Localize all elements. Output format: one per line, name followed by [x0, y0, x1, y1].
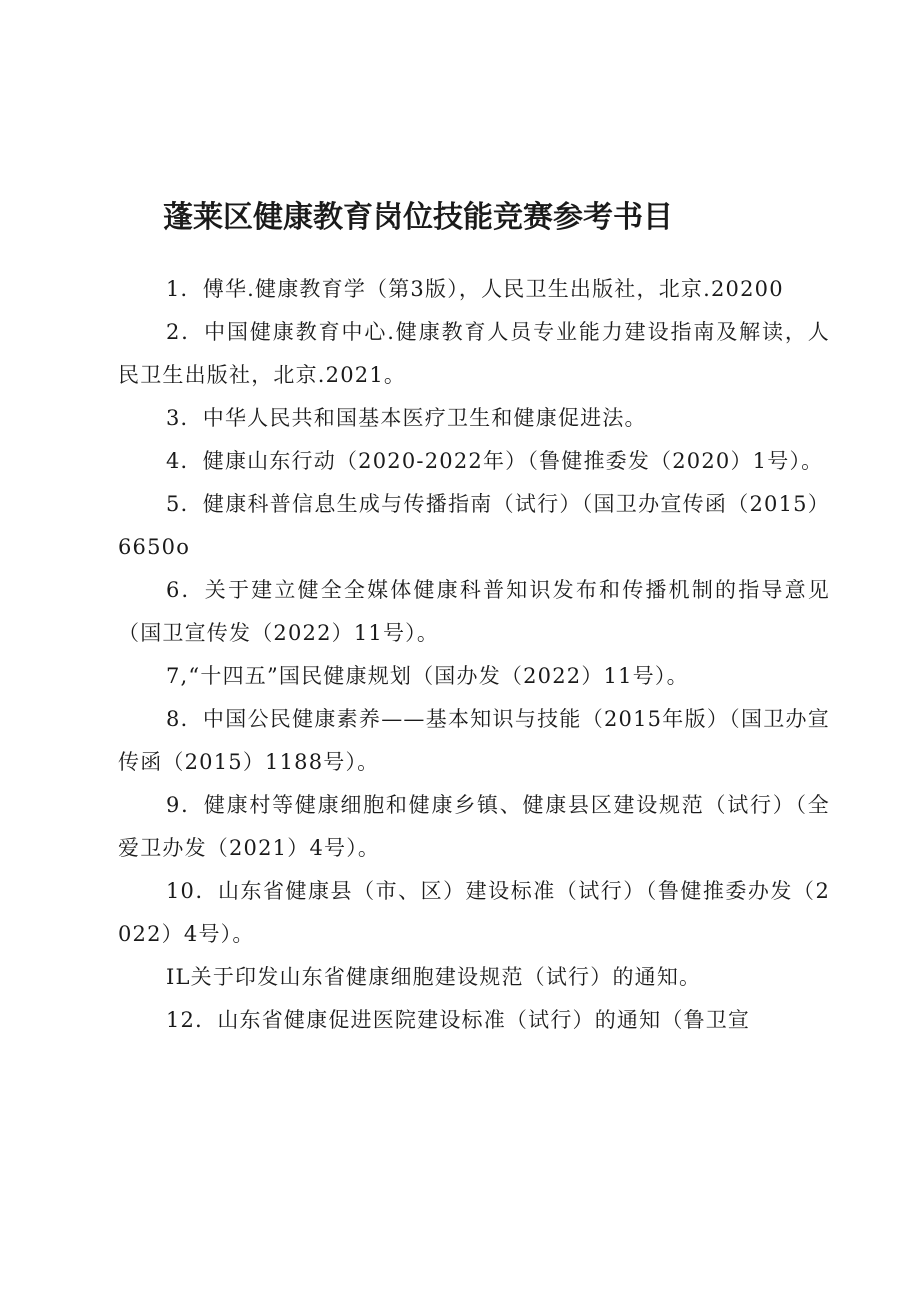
reference-item-11: IL关于印发山东省健康细胞建设规范（试行）的通知。 [166, 965, 702, 989]
reference-list [118, 268, 830, 1042]
reference-item-2: 2．中国健康教育中心.健康教育人员专业能力建设指南及解读，人民卫生出版社，北京.2021。 [118, 320, 830, 387]
reference-item-6: 6．关于建立健全全媒体健康科普知识发布和传播机制的指导意见（国卫宣传发（2022）11号）。 [118, 578, 830, 645]
reference-item-3: 3．中华人民共和国基本医疗卫生和健康促进法。 [166, 406, 647, 430]
reference-item-5: 5．健康科普信息生成与传播指南（试行）（国卫办宣传函（2015）6650o [118, 492, 830, 559]
reference-item-10: 10．山东省健康县（市、区）建设标准（试行）（鲁健推委办发（2022）4号）。 [118, 879, 830, 946]
reference-item-9: 9．健康村等健康细胞和健康乡镇、健康县区建设规范（试行）（全爱卫办发（2021）4号）。 [118, 793, 830, 860]
reference-item-8: 8．中国公民健康素养——基本知识与技能（2015年版）（国卫办宣传函（2015）1188号）。 [118, 707, 830, 774]
reference-item-1: 1．傅华.健康教育学（第3版），人民卫生出版社，北京.20200 [166, 277, 784, 301]
reference-item-12: 12．山东省健康促进医院建设标准（试行）的通知（鲁卫宣 [166, 1008, 751, 1032]
document-title: 蓬莱区健康教育岗位技能竞赛参考书目 [163, 200, 673, 235]
reference-item-4: 4．健康山东行动（2020-2022年）（鲁健推委发（2020）1号）。 [166, 449, 824, 473]
reference-item-7: 7,“十四五”国民健康规划（国办发（2022）11号）。 [166, 664, 689, 688]
